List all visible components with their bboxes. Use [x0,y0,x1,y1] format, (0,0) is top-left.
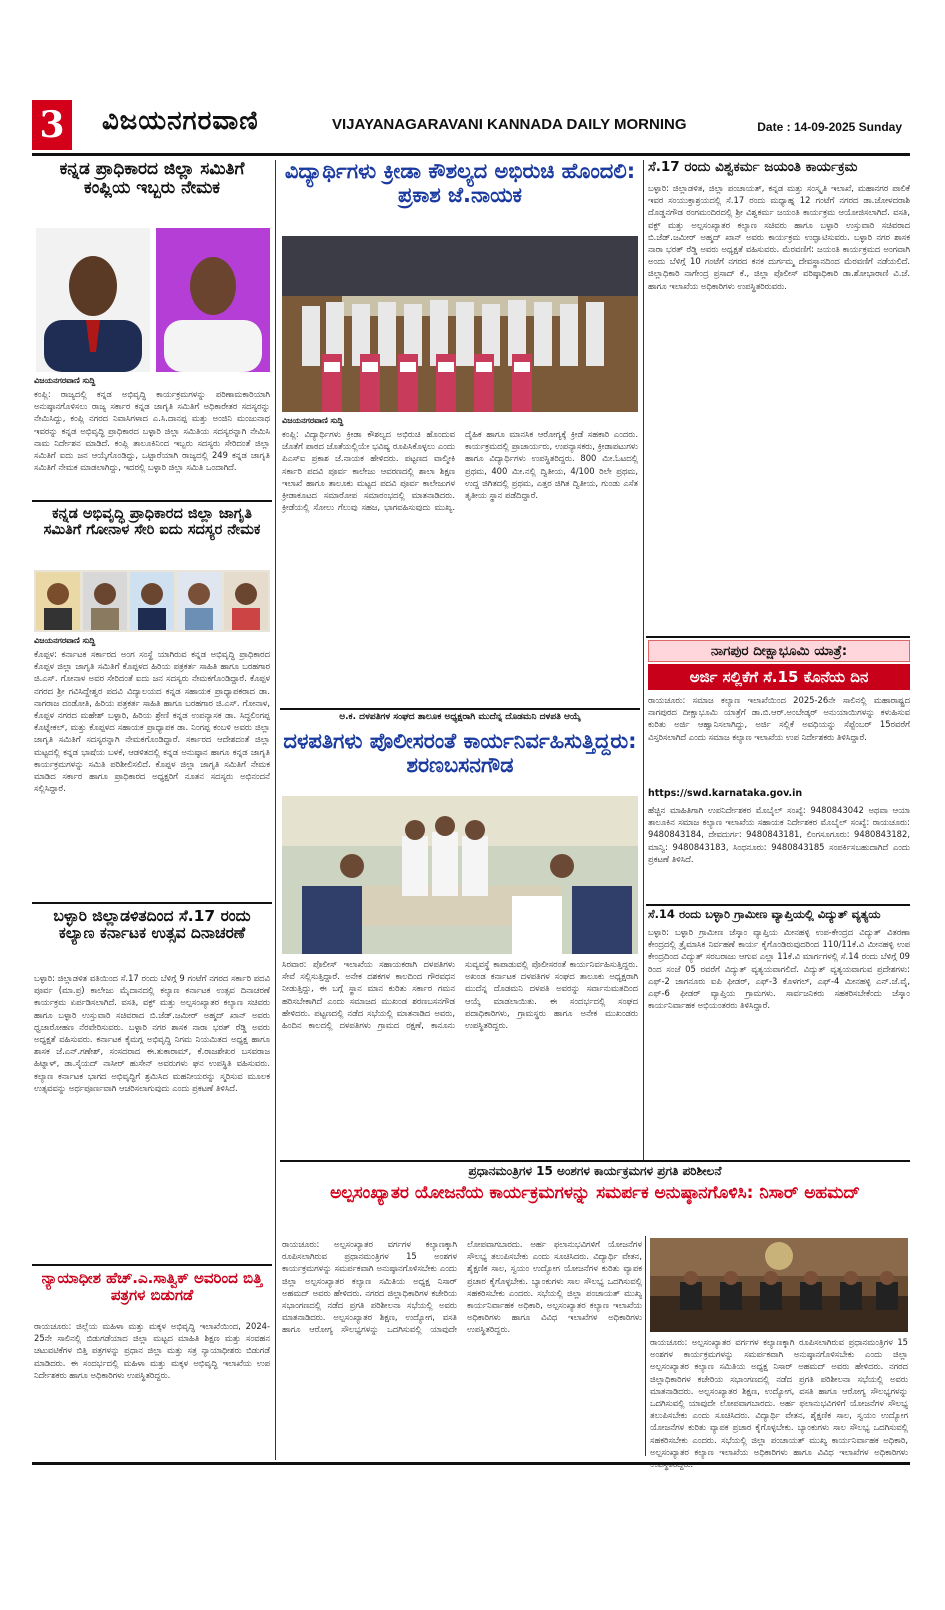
meeting-photo-image [282,796,638,954]
portrait-image [156,228,270,372]
portrait-image [36,228,150,372]
headline-judge: ನ್ಯಾಯಾಧೀಶ ಹೆಚ್.ಎ.ಸಾತ್ವಿಕ್ ಅವರಿಂದ ಬಿತ್ತಿ ಪತ್ರಗಳ ಬಿಡುಗಡೆ [41,1269,263,1304]
article-credit: ವಿಜಯನಗರವಾಣಿ ಸುದ್ದಿ [282,416,344,425]
headline-minority: ಅಲ್ಪಸಂಖ್ಯಾತರ ಯೋಜನೆಯ ಕಾರ್ಯಕ್ರಮಗಳನ್ನು ಸಮರ್ಪಕ ಅನುಷ್ಠಾನಗೊಳಿಸಿ: ನಿಸಾರ್ ಅಹಮದ್ [330,1183,860,1203]
issue-date: Date : 14-09-2025 Sunday [757,120,902,134]
section-rule [646,904,910,906]
photo-strip-members [34,570,270,632]
article-body-judge: ರಾಯಚೂರು: ಜಿಲ್ಲೆಯ ಮಹಿಳಾ ಮತ್ತು ಮಕ್ಕಳ ಅಭಿವೃದ್ಧಿ ಇಲಾಖೆಯಿಂದ, 2024-25ನೇ ಸಾಲಿನಲ್ಲಿ ಬಿಡುಗಡೆಯಾದ ಜಿಲ್ಲಾ ಮಟ್ಟದ ಮಾಹಿತಿ ಶಿಕ್ಷಣ ಮತ್ತು ಸಂವಹನ ಚಟುವಟಿಕೆಗಳ ಬಿತ್ತಿ ಪತ್ರಗಳನ್ನು ಪ್ರಧಾನ ಜಿಲ್ಲಾ ಮತ್ತು ಸತ್ರ ನ್ಯಾಯಾಧೀಶರು ಬಿಡುಗಡೆ ಮಾಡಿದರು. ಈ ಸಂದರ್ಭದಲ್ಲಿ ಮಹಿಳಾ ಮತ್ತು ಮಕ್ಕಳ ಅಭಿವೃದ್ಧಿ ಇಲಾಖೆಯ ಉಪ ನಿರ್ದೇಶಕರು ಹಾಗೂ ಅಧಿಕಾರಿಗಳು ಉಪಸ್ಥಿತರಿದ್ದರು. [34,1321,270,1380]
masthead [32,96,910,156]
article-credit: ವಿಜಯನಗರವಾಣಿ ಸುದ್ದಿ [34,376,96,385]
group-photo-image [282,236,638,412]
page-number: 3 [32,100,72,150]
kicker-police: ಅ.ಕ. ದಳಪತಿಗಳ ಸಂಘದ ತಾಲೂಕ ಅಧ್ಯಕ್ಷರಾಗಿ ಮುದೆನ್ನ ದೊಡಮನಿ ದಳಪತಿ ಆಯ್ಕೆ [339,712,581,722]
article-body-police: ಸಿರವಾರ: ಪೊಲೀಸ್ ಇಲಾಖೆಯ ಸಹಾಯಕರಾಗಿ ದಳಪತಿಗಳು ಸೇವೆ ಸಲ್ಲಿಸುತ್ತಿದ್ದಾರೆ. ಅನೇಕ ದಶಕಗಳ ಕಾಲದಿಂದ ಗೌರವಧನ ನೀಡುತ್ತಿದ್ದು, ಈ ಬಗ್ಗೆ ಸ್ಥಾನ ಮಾನ ಕುರಿತು ಸರ್ಕಾರ ಗಮನ ಹರಿಸಬೇಕಾಗಿದೆ ಎಂದು ಸಮಾಜದ ಮುಖಂಡ ಶರಣಬಸನಗೌಡ ಹೇಳಿದರು. ಪಟ್ಟಣದಲ್ಲಿ ನಡೆದ ಸಭೆಯಲ್ಲಿ ಮಾತನಾಡಿದ ಅವರು, ಹಿಂದಿನ ಕಾಲದಲ್ಲಿ ದಳಪತಿಗಳು ಗ್ರಾಮದ ರಕ್ಷಣೆ, ಕಾನೂನು ಸುವ್ಯವಸ್ಥೆ ಕಾಪಾಡುವಲ್ಲಿ ಪೊಲೀಸರಂತೆ ಕಾರ್ಯನಿರ್ವಹಿಸುತ್ತಿದ್ದರು. ಅಖಂಡ ಕರ್ನಾಟಕ ದಳಪತಿಗಳ ಸಂಘದ ತಾಲೂಕು ಅಧ್ಯಕ್ಷರಾಗಿ ಮುದೆನ್ನ ದೊಡಮನಿ ದಳಪತಿ ಅವರನ್ನು ಸರ್ವಾನುಮತದಿಂದ ಆಯ್ಕೆ ಮಾಡಲಾಯಿತು. ಈ ಸಂದರ್ಭದಲ್ಲಿ ಸಂಘದ ಪದಾಧಿಕಾರಿಗಳು, ಗ್ರಾಮಸ್ಥರು ಹಾಗೂ ಅನೇಕ ಮುಖಂಡರು ಉಪಸ್ಥಿತರಿದ್ದರು. [282,959,638,1030]
section-rule [280,1160,910,1162]
article-body-kalyana: ಬಳ್ಳಾರಿ: ಜಿಲ್ಲಾಡಳಿತ ವತಿಯಿಂದ ಸೆ.17 ರಂದು ಬೆಳಿಗ್ಗೆ 9 ಗಂಟೆಗೆ ನಗರದ ಸರ್ಕಾರಿ ಪದವಿ ಪೂರ್ವ (ಮಾ.ಪ್ರ) ಕಾಲೇಜು ಮೈದಾನದಲ್ಲಿ ಕಲ್ಯಾಣ ಕರ್ನಾಟಕ ಉತ್ಸವ ದಿನಾಚರಣೆ ಕಾರ್ಯಕ್ರಮ ಏರ್ಪಡಿಸಲಾಗಿದೆ. ವಸತಿ, ವಕ್ಫ್ ಮತ್ತು ಅಲ್ಪಸಂಖ್ಯಾತರ ಕಲ್ಯಾಣ ಸಚಿವರು ಹಾಗೂ ಬಳ್ಳಾರಿ ಉಸ್ತುವಾರಿ ಸಚಿವರಾದ ಬಿ.ಜೆಡ್.ಜಮೀರ್ ಅಹ್ಮದ್ ಖಾನ್ ಅವರು ಧ್ವಜಾರೋಹಣ ನೆರವೇರಿಸುವರು. ಬಳ್ಳಾರಿ ನಗರ ಶಾಸಕ ನಾರಾ ಭರತ್ ರೆಡ್ಡಿ ಅವರು ಅಧ್ಯಕ್ಷತೆ ವಹಿಸುವರು. ಕರ್ನಾಟಕ ಕೈಮಗ್ಗ ಅಭಿವೃದ್ಧಿ ನಿಗಮ ನಿಯಮಿತದ ಅಧ್ಯಕ್ಷ ಹಾಗೂ ಶಾಸಕ ಜೆ.ಎನ್.ಗಣೇಶ್, ಸಂಸದರಾದ ಈ.ತುಕಾರಾಮ್, ಕೆ.ರಾಜಶೇಖರ ಬಸವರಾಜ ಹಿಟ್ನಾಳ್, ಡಾ.ಸೈಯದ್ ನಾಸೀರ್ ಹುಸೇನ್ ಅವರುಗಳು ಘನ ಉಪಸ್ಥಿತಿ ವಹಿಸುವರು. ಕಲ್ಯಾಣ ಕರ್ನಾಟಕ ಭಾಗದ ಅಭಿವೃದ್ಧಿಗೆ ಶ್ರಮಿಸಿದ ಮಹನೀಯರನ್ನು ಸ್ಮರಿಸುವ ಮೂಲಕ ಉತ್ಸವವನ್ನು ಅರ್ಥಪೂರ್ಣವಾಗಿ ಆಚರಿಸಲಾಗುವುದು ಎಂದು ಪ್ರಕಟಣೆ ತಿಳಿಸಿದೆ. [34,973,270,1093]
review-meeting-image [650,1238,908,1332]
masthead-title-english: VIJAYANAGARAVANI KANNADA DAILY MORNING [332,116,687,133]
article-credit: ವಿಜಯನಗರವಾಣಿ ಸುದ್ದಿ [34,636,96,645]
headline-police: ದಳಪತಿಗಳು ಪೊಲೀಸರಂತೆ ಕಾರ್ಯನಿರ್ವಹಿಸುತ್ತಿದ್ದರು: ಶರಣಬಸನಗೌಡ [283,729,637,777]
section-rule [646,636,910,638]
column-divider [643,160,644,1160]
article-body-kannada-committee: ಕಂಪ್ಲಿ: ರಾಜ್ಯದಲ್ಲಿ ಕನ್ನಡ ಅಭಿವೃದ್ಧಿ ಕಾರ್ಯಕ್ರಮಗಳನ್ನು ಪರಿಣಾಮಕಾರಿಯಾಗಿ ಅನುಷ್ಠಾನಗೊಳಿಸಲು ರಾಜ್ಯ ಸರ್ಕಾರ ಕನ್ನಡ ಜಾಗೃತಿ ಸಮಿತಿಗೆ ಅಧಿಕಾರೇತರ ಸದಸ್ಯರನ್ನು ನೇಮಿಸಿದ್ದು, ಕಂಪ್ಲಿ ನಗರದ ನಿವಾಸಿಗಳಾದ ಎ.ಸಿ.ದಾನಪ್ಪ ಮತ್ತು ಅಂಜಿನಿ ಮಂಜುನಾಥ ಇವರನ್ನು ಕನ್ನಡ ಅಭಿವೃದ್ಧಿ ಪ್ರಾಧಿಕಾರದ ಬಳ್ಳಾರಿ ಜಿಲ್ಲಾ ಸಮಿತಿಯ ಸದಸ್ಯರನ್ನಾಗಿ ನೇಮಿಸಿ ನಾಮ ನಿರ್ದೇಶನ ಮಾಡಿದೆ. ಕಂಪ್ಲಿ ತಾಲೂಕಿನಿಂದ ಇಬ್ಬರು ಸದಸ್ಯರು ಸೇರಿದಂತೆ ಜಿಲ್ಲಾ ಸಮಿತಿಗೆ ಐದು ಜನ ಆಯ್ಕೆಗೊಂಡಿದ್ದು, ಒಟ್ಟಾರೆಯಾಗಿ ರಾಜ್ಯದಲ್ಲಿ 249 ಕನ್ನಡ ಜಾಗೃತಿ ಸಮಿತಿಗೆ ನೇಮಕ ಮಾಡಲಾಗಿದ್ದು, ಇದರಲ್ಲಿ ಬಳ್ಳಾರಿ ಜಿಲ್ಲಾ ಸಮಿತಿ ಒಂದಾಗಿದೆ. [34,389,270,473]
member-photos-image [34,570,270,632]
photo-sports-event [282,236,638,412]
article-body-minority: ರಾಯಚೂರು: ಅಲ್ಪಸಂಖ್ಯಾತರ ವರ್ಗಗಳ ಕಲ್ಯಾಣಕ್ಕಾಗಿ ರೂಪಿಸಲಾಗಿರುವ ಪ್ರಧಾನಮಂತ್ರಿಗಳ 15 ಅಂಶಗಳ ಕಾರ್ಯಕ್ರಮಗಳನ್ನು ಸಮರ್ಪಕವಾಗಿ ಅನುಷ್ಠಾನಗೊಳಿಸಬೇಕು ಎಂದು ಜಿಲ್ಲಾ ಅಲ್ಪಸಂಖ್ಯಾತರ ಕಲ್ಯಾಣ ಸಮಿತಿಯ ಅಧ್ಯಕ್ಷ ನಿಸಾರ್ ಅಹಮದ್ ಅವರು ಹೇಳಿದರು. ನಗರದ ಜಿಲ್ಲಾಧಿಕಾರಿಗಳ ಕಚೇರಿಯ ಸಭಾಂಗಣದಲ್ಲಿ ನಡೆದ ಪ್ರಗತಿ ಪರಿಶೀಲನಾ ಸಭೆಯಲ್ಲಿ ಅವರು ಮಾತನಾಡಿದರು. ಅಲ್ಪಸಂಖ್ಯಾತರ ಶಿಕ್ಷಣ, ಉದ್ಯೋಗ, ವಸತಿ ಹಾಗೂ ಆರೋಗ್ಯ ಸೌಲಭ್ಯಗಳನ್ನು ಒದಗಿಸುವಲ್ಲಿ ಯಾವುದೇ ಲೋಪವಾಗಬಾರದು. ಅರ್ಹ ಫಲಾನುಭವಿಗಳಿಗೆ ಯೋಜನೆಗಳ ಸೌಲಭ್ಯ ತಲುಪಿಸಬೇಕು ಎಂದು ಸೂಚಿಸಿದರು. ವಿದ್ಯಾರ್ಥಿ ವೇತನ, ಶೈಕ್ಷಣಿಕ ಸಾಲ, ಸ್ವಯಂ ಉದ್ಯೋಗ ಯೋಜನೆಗಳ ಕುರಿತು ವ್ಯಾಪಕ ಪ್ರಚಾರ ಕೈಗೊಳ್ಳಬೇಕು. ಬ್ಯಾಂಕುಗಳು ಸಾಲ ಸೌಲಭ್ಯ ಒದಗಿಸುವಲ್ಲಿ ಸಹಕರಿಸಬೇಕು ಎಂದರು. ಸಭೆಯಲ್ಲಿ ಜಿಲ್ಲಾ ಪಂಚಾಯತ್ ಮುಖ್ಯ ಕಾರ್ಯನಿರ್ವಾಹಕ ಅಧಿಕಾರಿ, ಅಲ್ಪಸಂಖ್ಯಾತರ ಕಲ್ಯಾಣ ಇಲಾಖೆಯ ಅಧಿಕಾರಿಗಳು ಹಾಗೂ ವಿವಿಧ ಇಲಾಖೆಗಳ ಅಧಿಕಾರಿಗಳು ಉಪಸ್ಥಿತರಿದ್ದರು. [282,1239,642,1335]
article-body-vishwakarma: ಬಳ್ಳಾರಿ: ಜಿಲ್ಲಾಡಳಿತ, ಜಿಲ್ಲಾ ಪಂಚಾಯತ್, ಕನ್ನಡ ಮತ್ತು ಸಂಸ್ಕೃತಿ ಇಲಾಖೆ, ಮಹಾನಗರ ಪಾಲಿಕೆ ಇವರ ಸಂಯುಕ್ತಾಶ್ರಯದಲ್ಲಿ ಸೆ.17 ರಂದು ಮಧ್ಯಾಹ್ನ 12 ಗಂಟೆಗೆ ನಗರದ ಡಾ.ಜೋಳದರಾಶಿ ದೊಡ್ಡನಗೌಡ ರಂಗಮಂದಿರದಲ್ಲಿ ಶ್ರೀ ವಿಶ್ವಕರ್ಮ ಜಯಂತಿ ಕಾರ್ಯಕ್ರಮ ಆಯೋಜಿಸಲಾಗಿದೆ. ವಸತಿ, ವಕ್ಫ್ ಮತ್ತು ಅಲ್ಪಸಂಖ್ಯಾತರ ಕಲ್ಯಾಣ ಸಚಿವರು ಹಾಗೂ ಬಳ್ಳಾರಿ ಉಸ್ತುವಾರಿ ಸಚಿವರಾದ ಬಿ.ಜೆಡ್.ಜಮೀರ್ ಅಹ್ಮದ್ ಖಾನ್ ಅವರು ಕಾರ್ಯಕ್ರಮ ಉದ್ಘಾಟಿಸುವರು. ಬಳ್ಳಾರಿ ನಗರ ಶಾಸಕ ನಾರಾ ಭರತ್ ರೆಡ್ಡಿ ಅವರು ಅಧ್ಯಕ್ಷತೆ ವಹಿಸುವರು. ಮೆರವಣಿಗೆ: ಜಯಂತಿ ಕಾರ್ಯಕ್ರಮದ ಅಂಗವಾಗಿ ಅಂದು ಬೆಳಿಗ್ಗೆ 10 ಗಂಟೆಗೆ ನಗರದ ಕನಕ ದುರ್ಗಮ್ಮ ದೇವಸ್ಥಾನದಿಂದ ಮೆರವಣಿಗೆ ನಡೆಯಲಿದೆ. ಜಿಲ್ಲಾಧಿಕಾರಿ ನಾಗೇಂದ್ರ ಪ್ರಸಾದ್ ಕೆ., ಜಿಲ್ಲಾ ಪೊಲೀಸ್ ವರಿಷ್ಠಾಧಿಕಾರಿ ಡಾ.ಶೋಭಾರಾಣಿ ವಿ.ಜೆ. ಹಾಗೂ ಇಲಾಖೆಯ ಅಧಿಕಾರಿಗಳು ಉಪಸ್ಥಿತರಿರುವರು. [648,183,910,291]
photo-member-2 [156,228,270,372]
section-rule [32,1264,272,1266]
headline-sports: ವಿದ್ಯಾರ್ಥಿಗಳು ಕ್ರೀಡಾ ಕೌಶಲ್ಯದ ಅಭಿರುಚಿ ಹೊಂದಲಿ: ಪ್ರಕಾಶ ಜೆ.ನಾಯಕ [284,159,636,207]
column-divider [275,160,276,1460]
article-body-deekshabhoomi: ರಾಯಚೂರು: ಸಮಾಜ ಕಲ್ಯಾಣ ಇಲಾಖೆಯಿಂದ 2025-26ನೇ ಸಾಲಿನಲ್ಲಿ ಮಹಾರಾಷ್ಟ್ರದ ನಾಗಪುರದ ದೀಕ್ಷಾಭೂಮಿ ಯಾತ್ರೆಗೆ ಡಾ.ಬಿ.ಆರ್.ಅಂಬೇಡ್ಕರ್ ಅನುಯಾಯಿಗಳನ್ನು ಕಳುಹಿಸುವ ಕುರಿತು ಅರ್ಜಿ ಆಹ್ವಾನಿಸಲಾಗಿದ್ದು, ಅರ್ಜಿ ಸಲ್ಲಿಕೆ ಅವಧಿಯನ್ನು ಸೆಪ್ಟೆಂಬರ್ 15ರವರೆಗೆ ವಿಸ್ತರಿಸಲಾಗಿದೆ ಎಂದು ಸಮಾಜ ಕಲ್ಯಾಣ ಇಲಾಖೆಯ ಉಪ ನಿರ್ದೇಶಕರು ತಿಳಿಸಿದ್ದಾರೆ. [648,695,910,742]
headline-kalyana-karnataka: ಬಳ್ಳಾರಿ ಜಿಲ್ಲಾಡಳಿತದಿಂದ ಸೆ.17 ರಂದು ಕಲ್ಯಾಣ ಕರ್ನಾಟಕ ಉತ್ಸವ ದಿನಾಚರಣೆ [53,907,251,943]
section-rule [32,902,272,904]
headline-jagruti: ಕನ್ನಡ ಅಭಿವೃದ್ಧಿ ಪ್ರಾಧಿಕಾರದ ಜಿಲ್ಲಾ ಜಾಗೃತಿ ಸಮಿತಿಗೆ ಗೋನಾಳ ಸೇರಿ ಐದು ಸದಸ್ಯರ ನೇಮಕ [43,506,261,539]
article-body-jagruti: ಕೊಪ್ಪಳ: ಕರ್ನಾಟಕ ಸರ್ಕಾರದ ಅಂಗ ಸಂಸ್ಥೆ ಯಾಗಿರುವ ಕನ್ನಡ ಅಭಿವೃದ್ಧಿ ಪ್ರಾಧಿಕಾರದ ಕೊಪ್ಪಳ ಜಿಲ್ಲಾ ಜಾಗೃತಿ ಸಮಿತಿಗೆ ಕೊಪ್ಪಳದ ಹಿರಿಯ ಪತ್ರಕರ್ತ ಸಾಹಿತಿ ಹಾಗೂ ಬರಹಗಾರ ಜಿ.ಎಸ್. ಗೋನಾಳ ಅವರ ಸೇರಿದಂತೆ ಐದು ಜನ ಸದಸ್ಯರು ನೇಮಕಗೊಂಡಿದ್ದಾರೆ. ಕೊಪ್ಪಳ ನಗರದ ಶ್ರೀ ಗವಿಸಿದ್ದೇಶ್ವರ ಪದವಿ ವಿದ್ಯಾಲಯದ ಕನ್ನಡ ಸಹಾಯಕ ಪ್ರಾಧ್ಯಾಪಕರಾದ ಡಾ. ನಾಗರಾಜ ದಂಡೋತಿ, ಹಿರಿಯ ಪತ್ರಕರ್ತ ಸಾಹಿತಿ ಹಾಗೂ ಬರಹಗಾರ ಜಿ.ಎಸ್. ಗೋನಾಳ, ಕೊಪ್ಪಳ ನಗರದ ಮಹೇಶ್ ಬಳ್ಳಾರಿ, ಹಿರಿಯ ಶ್ರೇಣಿ ಕನ್ನಡ ಉಪನ್ಯಾಸಕ ಡಾ. ಸಿದ್ಧಲಿಂಗಪ್ಪ ಕೊಟ್ನೇಕಲ್, ಮತ್ತು ಕೊಪ್ಪಳದ ಸಹಾಯಕ ಪ್ರಾಧ್ಯಾಪಕ ಡಾ. ನಿಂಗಪ್ಪ ಕಂಬಳಿ ಅವರು ಜಿಲ್ಲಾ ಜಾಗೃತಿ ಸಮಿತಿಗೆ ಸದಸ್ಯರನ್ನಾಗಿ ನೇಮಕಗೊಂಡಿದ್ದಾರೆ. ಸರ್ಕಾರದ ಆದೇಶದಂತೆ ಜಿಲ್ಲಾ ಮಟ್ಟದಲ್ಲಿ ಕನ್ನಡ ಭಾಷೆಯ ಬಳಕೆ, ಆಡಳಿತದಲ್ಲಿ ಕನ್ನಡ ಅನುಷ್ಠಾನ ಹಾಗೂ ಕನ್ನಡ ಜಾಗೃತಿ ಕಾರ್ಯಕ್ರಮಗಳನ್ನು ಸಮಿತಿ ಪರಿಶೀಲಿಸಲಿದೆ. ಕೊಪ್ಪಳ ಜಿಲ್ಲಾ ಜಾಗೃತಿ ಸಮಿತಿಗೆ ನೇಮಕ ಮಾಡಿದ ಸರ್ಕಾರ ಹಾಗೂ ಪ್ರಾಧಿಕಾರದ ಅಧ್ಯಕ್ಷರಿಗೆ ನೂತನ ಸದಸ್ಯರು ಅಭಿನಂದನೆ ಸಲ್ಲಿಸಿದ್ದಾರೆ. [34,649,270,794]
page-bottom-rule [32,1462,910,1465]
kicker-minority: ಪ್ರಧಾನಮಂತ್ರಿಗಳ 15 ಅಂಶಗಳ ಕಾರ್ಯಕ್ರಮಗಳ ಪ್ರಗತಿ ಪರಿಶೀಲನೆ [468,1164,722,1178]
headline-power-cut: ಸೆ.14 ರಂದು ಬಳ್ಳಾರಿ ಗ್ರಾಮೀಣ ವ್ಯಾಪ್ತಿಯಲ್ಲಿ ವಿದ್ಯುತ್ ವ್ಯತ್ಯಯ [648,907,881,921]
photo-member-1 [36,228,150,372]
article-body-sports: ಕಂಪ್ಲಿ: ವಿದ್ಯಾರ್ಥಿಗಳು ಕ್ರೀಡಾ ಕೌಶಲ್ಯದ ಅಭಿರುಚಿ ಹೊಂದುವ ಜೊತೆಗೆ ಪಾಠದ ಜೊತೆಯಲ್ಲಿಯೇ ಭವಿಷ್ಯ ರೂಪಿಸಿಕೊಳ್ಳಲು ಎಂದು ಪಿಎಸ್ಐ ಪ್ರಕಾಶ ಜೆ.ನಾಯಕ ಹೇಳಿದರು. ಪಟ್ಟಣದ ವಾಲ್ಮೀಕಿ ಸರ್ಕಾರಿ ಪದವಿ ಪೂರ್ವ ಕಾಲೇಜು ಆವರಣದಲ್ಲಿ ಶಾಲಾ ಶಿಕ್ಷಣ ಇಲಾಖೆ ಹಾಗೂ ತಾಲೂಕು ಮಟ್ಟದ ಪದವಿ ಪೂರ್ವ ಕಾಲೇಜುಗಳ ಕ್ರೀಡಾಕೂಟದ ಸಮಾರೋಪ ಸಮಾರಂಭದಲ್ಲಿ ಮಾತನಾಡಿದರು. ಕ್ರೀಡೆಯಲ್ಲಿ ಸೋಲು ಗೆಲುವು ಸಹಜ, ಭಾಗವಹಿಸುವುದು ಮುಖ್ಯ. ದೈಹಿಕ ಹಾಗೂ ಮಾನಸಿಕ ಆರೋಗ್ಯಕ್ಕೆ ಕ್ರೀಡೆ ಸಹಕಾರಿ ಎಂದರು. ಕಾರ್ಯಕ್ರಮದಲ್ಲಿ ಪ್ರಾಚಾರ್ಯರು, ಉಪನ್ಯಾಸಕರು, ಕ್ರೀಡಾಪಟುಗಳು ಹಾಗೂ ವಿದ್ಯಾರ್ಥಿಗಳು ಉಪಸ್ಥಿತರಿದ್ದರು. 800 ಮೀ.ಓಟದಲ್ಲಿ ಪ್ರಥಮ, 400 ಮೀ.ನಲ್ಲಿ ದ್ವಿತೀಯ, 4/100 ರಿಲೇ ಪ್ರಥಮ, ಉದ್ದ ಜಿಗಿತದಲ್ಲಿ ಪ್ರಥಮ, ಎತ್ತರ ಜಿಗಿತ ದ್ವಿತೀಯ, ಗುಂಡು ಎಸೆತ ತೃತೀಯ ಸ್ಥಾನ ಪಡೆದಿದ್ದಾರೆ. [282,429,638,513]
photo-police-meeting [282,796,638,954]
article-body-deekshabhoomi-contacts: ಹೆಚ್ಚಿನ ಮಾಹಿತಿಗಾಗಿ ಉಪನಿರ್ದೇಶಕರ ಮೊಬೈಲ್ ಸಂಖ್ಯೆ: 9480843042 ಅಥವಾ ಆಯಾ ತಾಲೂಕಿನ ಸಮಾಜ ಕಲ್ಯಾಣ ಇಲಾಖೆಯ ಸಹಾಯಕ ನಿರ್ದೇಶಕರ ಮೊಬೈಲ್ ಸಂಖ್ಯೆ: ರಾಯಚೂರು: 9480843184, ದೇವದುರ್ಗ: 9480843181, ಲಿಂಗಸೂಗೂರು: 9480843182, ಮಾನ್ವಿ: 9480843183, ಸಿಂಧನೂರು: 9480843185 ಸಂಪರ್ಕಿಸಬಹುದಾಗಿದೆ ಎಂದು ಪ್ರಕಟಣೆ ತಿಳಿಸಿದೆ. [648,805,910,864]
headline-kannada-committee: ಕನ್ನಡ ಪ್ರಾಧಿಕಾರದ ಜಿಲ್ಲಾ ಸಮಿತಿಗೆ ಕಂಪ್ಲಿಯ ಇಬ್ಬರು ನೇಮಕ [59,159,245,199]
section-rule [32,500,272,502]
column-divider [645,1236,646,1456]
photo-minority-meeting [650,1238,908,1332]
section-rule [280,708,640,710]
headline-deekshabhoomi: ಅರ್ಜಿ ಸಲ್ಲಿಕೆಗೆ ಸೆ.15 ಕೊನೆಯ ದಿನ [648,664,910,690]
masthead-title-kannada: ವಿಜಯನಗರವಾಣಿ [102,106,259,136]
headline-vishwakarma: ಸೆ.17 ರಂದು ವಿಶ್ವಕರ್ಮ ಜಯಂತಿ ಕಾರ್ಯಕ್ರಮ [648,159,858,175]
article-body-minority-cont: ರಾಯಚೂರು: ಅಲ್ಪಸಂಖ್ಯಾತರ ವರ್ಗಗಳ ಕಲ್ಯಾಣಕ್ಕಾಗಿ ರೂಪಿಸಲಾಗಿರುವ ಪ್ರಧಾನಮಂತ್ರಿಗಳ 15 ಅಂಶಗಳ ಕಾರ್ಯಕ್ರಮಗಳನ್ನು ಸಮರ್ಪಕವಾಗಿ ಅನುಷ್ಠಾನಗೊಳಿಸಬೇಕು ಎಂದು ಜಿಲ್ಲಾ ಅಲ್ಪಸಂಖ್ಯಾತರ ಕಲ್ಯಾಣ ಸಮಿತಿಯ ಅಧ್ಯಕ್ಷ ನಿಸಾರ್ ಅಹಮದ್ ಅವರು ಹೇಳಿದರು. ನಗರದ ಜಿಲ್ಲಾಧಿಕಾರಿಗಳ ಕಚೇರಿಯ ಸಭಾಂಗಣದಲ್ಲಿ ನಡೆದ ಪ್ರಗತಿ ಪರಿಶೀಲನಾ ಸಭೆಯಲ್ಲಿ ಅವರು ಮಾತನಾಡಿದರು. ಅಲ್ಪಸಂಖ್ಯಾತರ ಶಿಕ್ಷಣ, ಉದ್ಯೋಗ, ವಸತಿ ಹಾಗೂ ಆರೋಗ್ಯ ಸೌಲಭ್ಯಗಳನ್ನು ಒದಗಿಸುವಲ್ಲಿ ಯಾವುದೇ ಲೋಪವಾಗಬಾರದು. ಅರ್ಹ ಫಲಾನುಭವಿಗಳಿಗೆ ಯೋಜನೆಗಳ ಸೌಲಭ್ಯ ತಲುಪಿಸಬೇಕು ಎಂದು ಸೂಚಿಸಿದರು. ವಿದ್ಯಾರ್ಥಿ ವೇತನ, ಶೈಕ್ಷಣಿಕ ಸಾಲ, ಸ್ವಯಂ ಉದ್ಯೋಗ ಯೋಜನೆಗಳ ಕುರಿತು ವ್ಯಾಪಕ ಪ್ರಚಾರ ಕೈಗೊಳ್ಳಬೇಕು. ಬ್ಯಾಂಕುಗಳು ಸಾಲ ಸೌಲಭ್ಯ ಒದಗಿಸುವಲ್ಲಿ ಸಹಕರಿಸಬೇಕು ಎಂದರು. ಸಭೆಯಲ್ಲಿ ಜಿಲ್ಲಾ ಪಂಚಾಯತ್ ಮುಖ್ಯ ಕಾರ್ಯನಿರ್ವಾಹಕ ಅಧಿಕಾರಿ, ಅಲ್ಪಸಂಖ್ಯಾತರ ಕಲ್ಯಾಣ ಇಲಾಖೆಯ ಅಧಿಕಾರಿಗಳು ಹಾಗೂ ವಿವಿಧ ಇಲಾಖೆಗಳ ಅಧಿಕಾರಿಗಳು [650,1337,908,1457]
website-link[interactable]: https://swd.karnataka.gov.in [648,788,803,799]
banner-deekshabhoomi: ನಾಗಪುರ ದೀಕ್ಷಾಭೂಮಿ ಯಾತ್ರೆ: [648,640,910,662]
article-body-power-cut: ಬಳ್ಳಾರಿ: ಬಳ್ಳಾರಿ ಗ್ರಾಮೀಣ ಜೆಸ್ಕಾಂ ವ್ಯಾಪ್ತಿಯ ಮೀನಹಳ್ಳಿ ಉಪ-ಕೇಂದ್ರದ ವಿದ್ಯುತ್ ವಿತರಣಾ ಕೇಂದ್ರದಲ್ಲಿ ತ್ರೈಮಾಸಿಕ ನಿರ್ವಹಣೆ ಕಾರ್ಯ ಕೈಗೊಂಡಿರುವುದರಿಂದ 110/11ಕೆ.ವಿ ಮೀನಹಳ್ಳಿ ಉಪ ಕೇಂದ್ರದಿಂದ ವಿದ್ಯುತ್ ಸರಬರಾಜು ಆಗುವ ಎಲ್ಲಾ 11ಕೆ.ವಿ ಮಾರ್ಗಗಳಲ್ಲಿ ಸೆ.14 ರಂದು ಬೆಳಿಗ್ಗೆ 09 ರಿಂದ ಸಂಜೆ 05 ರವರೆಗೆ ವಿದ್ಯುತ್ ವ್ಯತ್ಯಯವಾಗಲಿದೆ. ವಿದ್ಯುತ್ ವ್ಯತ್ಯಯವಾಗುವ ಪ್ರದೇಶಗಳು: ಎಫ್-2 ಜಾಗನೂರು ಐಪಿ ಫೀಡರ್, ಎಫ್-3 ಕೊಳಗಲ್, ಎಫ್-4 ಮೀನಹಳ್ಳಿ ಎನ್.ಜೆ.ವೈ, ಎಫ್-6 ಫೀಡರ್ ವ್ಯಾಪ್ತಿಯ ಗ್ರಾಮಗಳು. ಸಾರ್ವಜನಿಕರು ಸಹಕರಿಸಬೇಕೆಂದು ಜೆಸ್ಕಾಂ ಕಾರ್ಯನಿರ್ವಾಹಕ ಅಭಿಯಂತರರು ತಿಳಿಸಿದ್ದಾರೆ. [648,927,910,1011]
